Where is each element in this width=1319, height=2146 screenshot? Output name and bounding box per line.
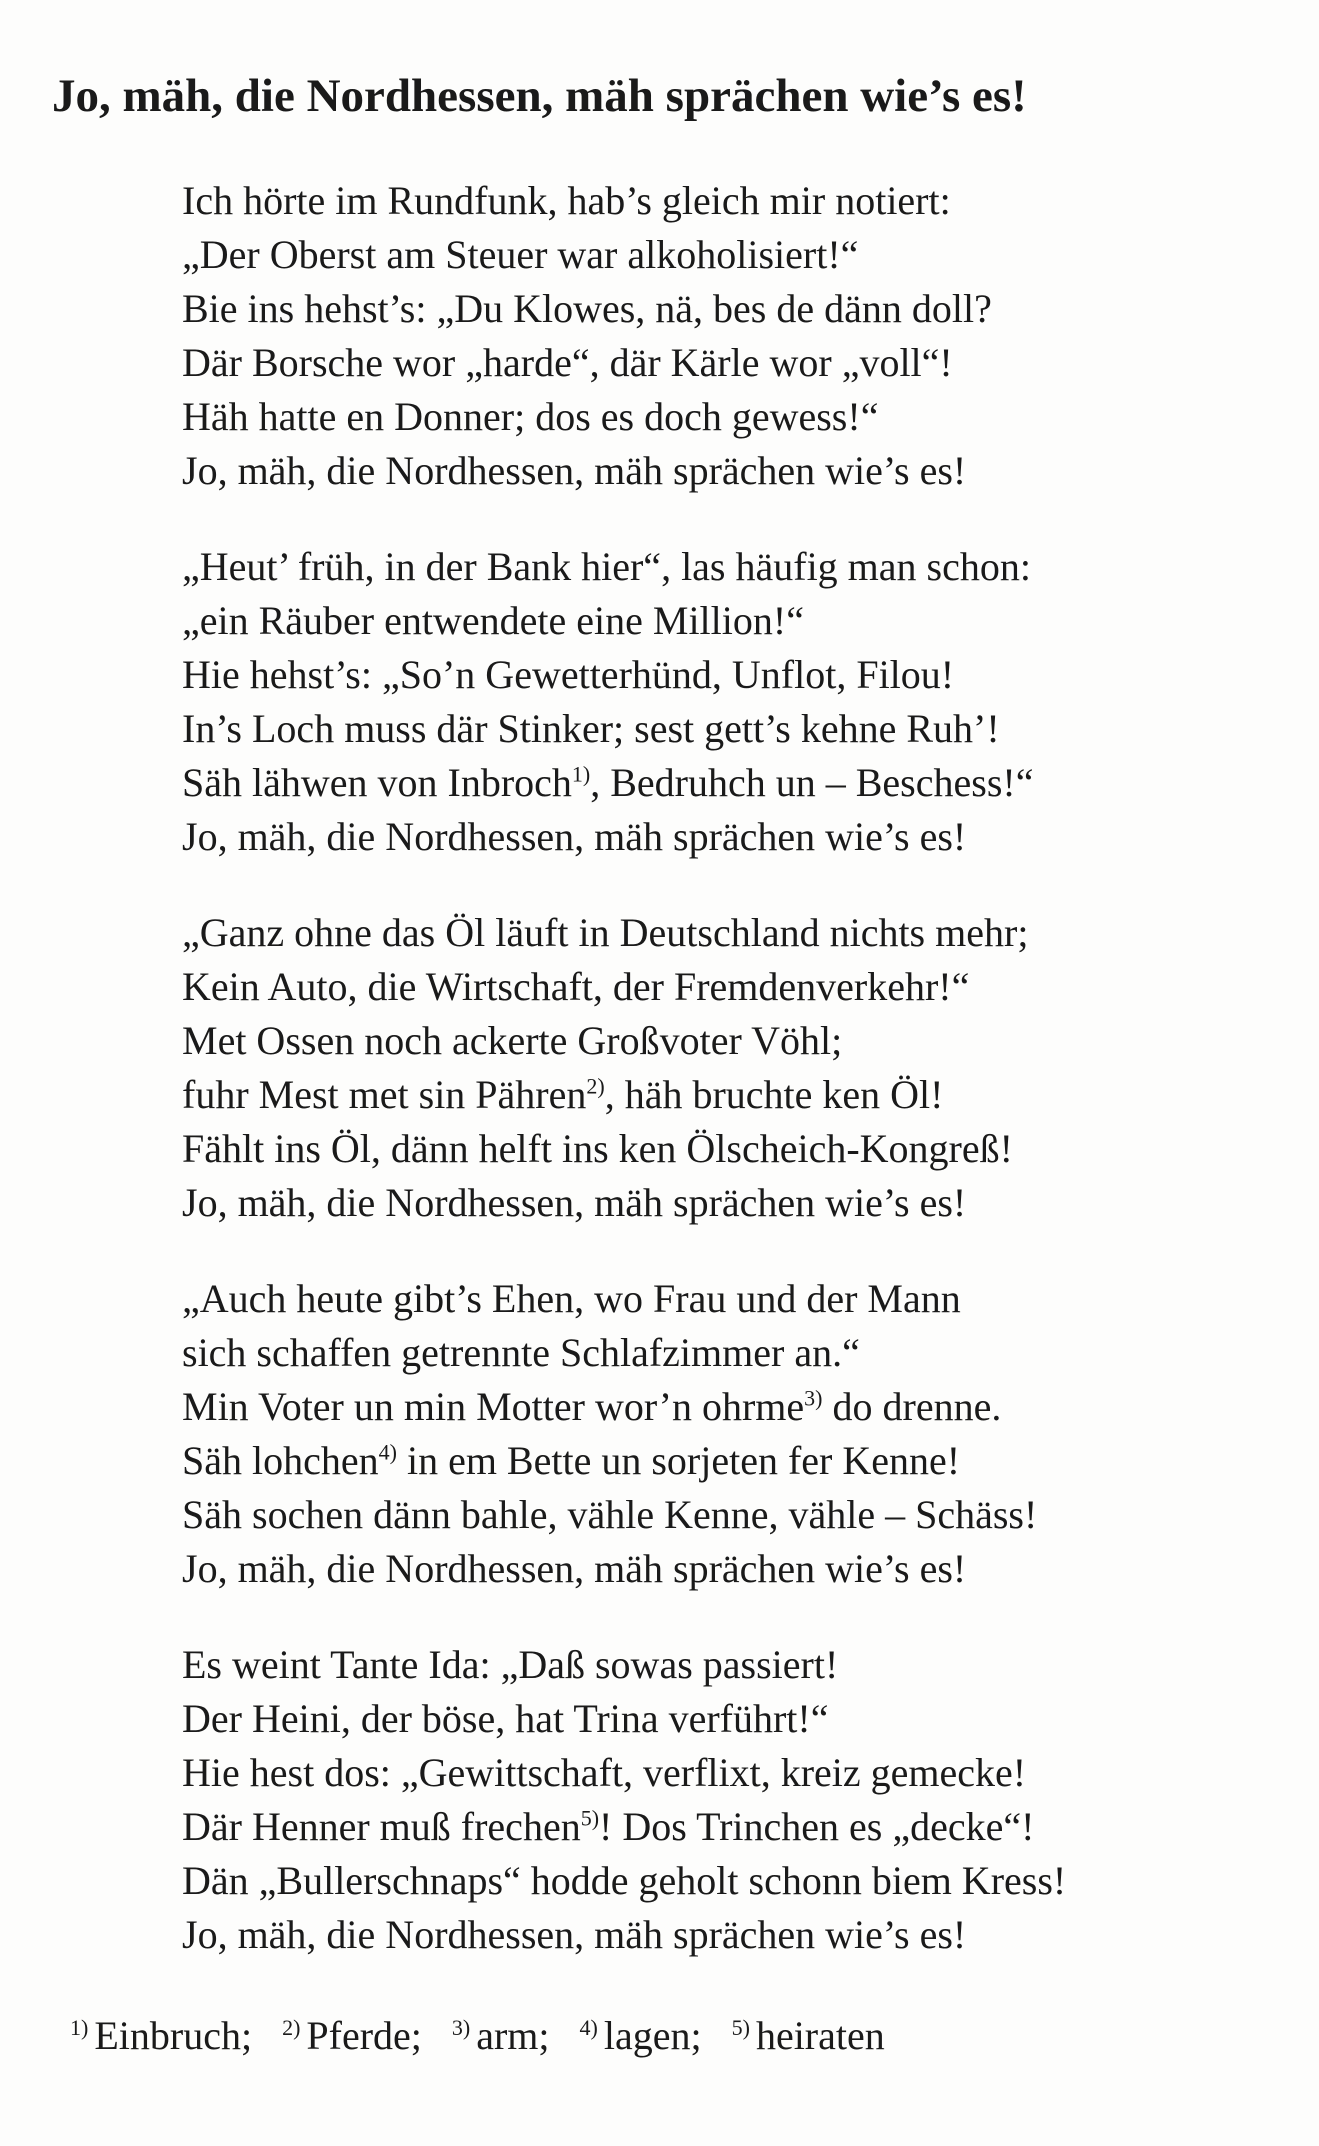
poem-line: [182, 1800, 1282, 1854]
footnote-mark: 3): [451, 2014, 471, 2040]
footnote-mark: 2): [282, 2014, 301, 2040]
line-text: Met Ossen noch ackerte Großvoter Vöhl;: [182, 1018, 843, 1063]
footnote-text: Pferde;: [306, 2013, 422, 2058]
stanza: [182, 1272, 1282, 1596]
line-text-after: , Bedruhch un – Beschess!“: [590, 760, 1034, 805]
poem-line: [182, 756, 1282, 810]
poem-line: [182, 1122, 1282, 1176]
poem-line: [182, 1542, 1282, 1596]
line-text: Jo, mäh, die Nordhessen, mäh sprächen wie’s es!: [182, 448, 967, 493]
footnote: [732, 2012, 885, 2059]
stanza: [182, 540, 1282, 864]
footnotes: [70, 2012, 885, 2059]
footnote: [282, 2012, 422, 2059]
line-text-after: ! Dos Trinchen es „decke“!: [599, 1804, 1035, 1849]
poem-line: [182, 1380, 1282, 1434]
poem-line: [182, 1176, 1282, 1230]
footnote-mark: 4): [579, 2014, 598, 2040]
line-text: sich schaffen getrennte Schlafzimmer an.“: [182, 1330, 860, 1375]
poem-line: [182, 228, 1282, 282]
line-text: „Auch heute gibt’s Ehen, wo Frau und der Mann: [182, 1276, 961, 1321]
poem-line: [182, 174, 1282, 228]
footnote: [452, 2012, 550, 2059]
poem-line: [182, 648, 1282, 702]
stanza: [182, 174, 1282, 498]
poem-line: [182, 390, 1282, 444]
line-text: Jo, mäh, die Nordhessen, mäh sprächen wie’s es!: [182, 1912, 967, 1957]
line-text: Ich hörte im Rundfunk, hab’s gleich mir notiert:: [182, 178, 951, 223]
line-text: „ein Räuber entwendete eine Million!“: [182, 598, 804, 643]
poem-line: [182, 1272, 1282, 1326]
poem-line: [182, 444, 1282, 498]
line-text-after: , häh bruchte ken Öl!: [604, 1072, 944, 1117]
footnote-marker: 4): [378, 1439, 397, 1465]
poem-line: [182, 810, 1282, 864]
line-text: Es weint Tante Ida: „Daß sowas passiert!: [182, 1642, 839, 1687]
poem-line: [182, 1326, 1282, 1380]
line-text: Där Borsche wor „harde“, där Kärle wor „voll“!: [182, 340, 953, 385]
footnote-text: lagen;: [603, 2013, 702, 2058]
footnote-mark: 5): [731, 2014, 750, 2040]
line-text: Hie hest dos: „Gewittschaft, verflixt, kreiz gemecke!: [182, 1750, 1027, 1795]
poem-line: [182, 540, 1282, 594]
poem-line: [182, 960, 1282, 1014]
line-text: Där Henner muß frechen: [182, 1804, 581, 1849]
line-text: Der Heini, der böse, hat Trina verführt!“: [182, 1696, 829, 1741]
footnote: [70, 2012, 252, 2059]
footnote-mark: 1): [70, 2014, 89, 2040]
line-text: „Heut’ früh, in der Bank hier“, las häufig man schon:: [182, 544, 1031, 589]
poem-line: [182, 702, 1282, 756]
line-text: Säh lohchen: [182, 1438, 379, 1483]
footnote-marker: 3): [804, 1385, 823, 1411]
stanza: [182, 906, 1282, 1230]
line-text: fuhr Mest met sin Pähren: [182, 1072, 587, 1117]
poem-line: [182, 1692, 1282, 1746]
poem-line: [182, 1434, 1282, 1488]
poem-line: [182, 594, 1282, 648]
poem-line: [182, 1854, 1282, 1908]
line-text-after: in em Bette un sorjeten fer Kenne!: [396, 1438, 961, 1483]
line-text: Jo, mäh, die Nordhessen, mäh sprächen wie’s es!: [182, 814, 967, 859]
poem-body: [182, 174, 1282, 2004]
line-text-after: do drenne.: [822, 1384, 1002, 1429]
poem-line: [182, 1488, 1282, 1542]
footnote: [580, 2012, 702, 2059]
poem-line: [182, 1638, 1282, 1692]
poem-line: [182, 1068, 1282, 1122]
footnote-marker: 5): [580, 1805, 600, 1831]
line-text: Bie ins hehst’s: „Du Klowes, nä, bes de dänn doll?: [182, 286, 992, 331]
line-text: Jo, mäh, die Nordhessen, mäh sprächen wie’s es!: [182, 1180, 967, 1225]
footnote-text: heiraten: [755, 2013, 885, 2058]
line-text: In’s Loch muss där Stinker; sest gett’s kehne Ruh’!: [182, 706, 1000, 751]
line-text: Dän „Bullerschnaps“ hodde geholt schonn biem Kress!: [182, 1858, 1067, 1903]
line-text: „Ganz ohne das Öl läuft in Deutschland nichts mehr;: [182, 910, 1029, 955]
line-text: Hie hehst’s: „So’n Gewetterhünd, Unflot, Filou!: [182, 652, 955, 697]
line-text: Jo, mäh, die Nordhessen, mäh sprächen wie’s es!: [182, 1546, 967, 1591]
poem-line: [182, 336, 1282, 390]
footnote-text: arm;: [476, 2013, 550, 2058]
line-text: Min Voter un min Motter wor’n ohrme: [182, 1384, 805, 1429]
line-text: Fählt ins Öl, dänn helft ins ken Ölscheich-Kongreß!: [182, 1126, 1013, 1171]
line-text: „Der Oberst am Steuer war alkoholisiert!“: [182, 232, 859, 277]
footnote-text: Einbruch;: [94, 2013, 253, 2058]
poem-line: [182, 1908, 1282, 1962]
footnote-marker: 1): [571, 761, 591, 787]
footnote-marker: 2): [586, 1073, 605, 1099]
line-text: Säh sochen dänn bahle, vähle Kenne, vähle – Schäss!: [182, 1492, 1038, 1537]
poem-line: [182, 906, 1282, 960]
line-text: Häh hatte en Donner; dos es doch gewess!“: [182, 394, 879, 439]
poem-line: [182, 1746, 1282, 1800]
poem-line: [182, 1014, 1282, 1068]
stanza: [182, 1638, 1282, 1962]
line-text: Säh lähwen von Inbroch: [182, 760, 572, 805]
poem-title: Jo, mäh, die Nordhessen, mäh sprächen wie’s es!: [52, 70, 1027, 122]
poem-line: [182, 282, 1282, 336]
line-text: Kein Auto, die Wirtschaft, der Fremdenverkehr!“: [182, 964, 970, 1009]
